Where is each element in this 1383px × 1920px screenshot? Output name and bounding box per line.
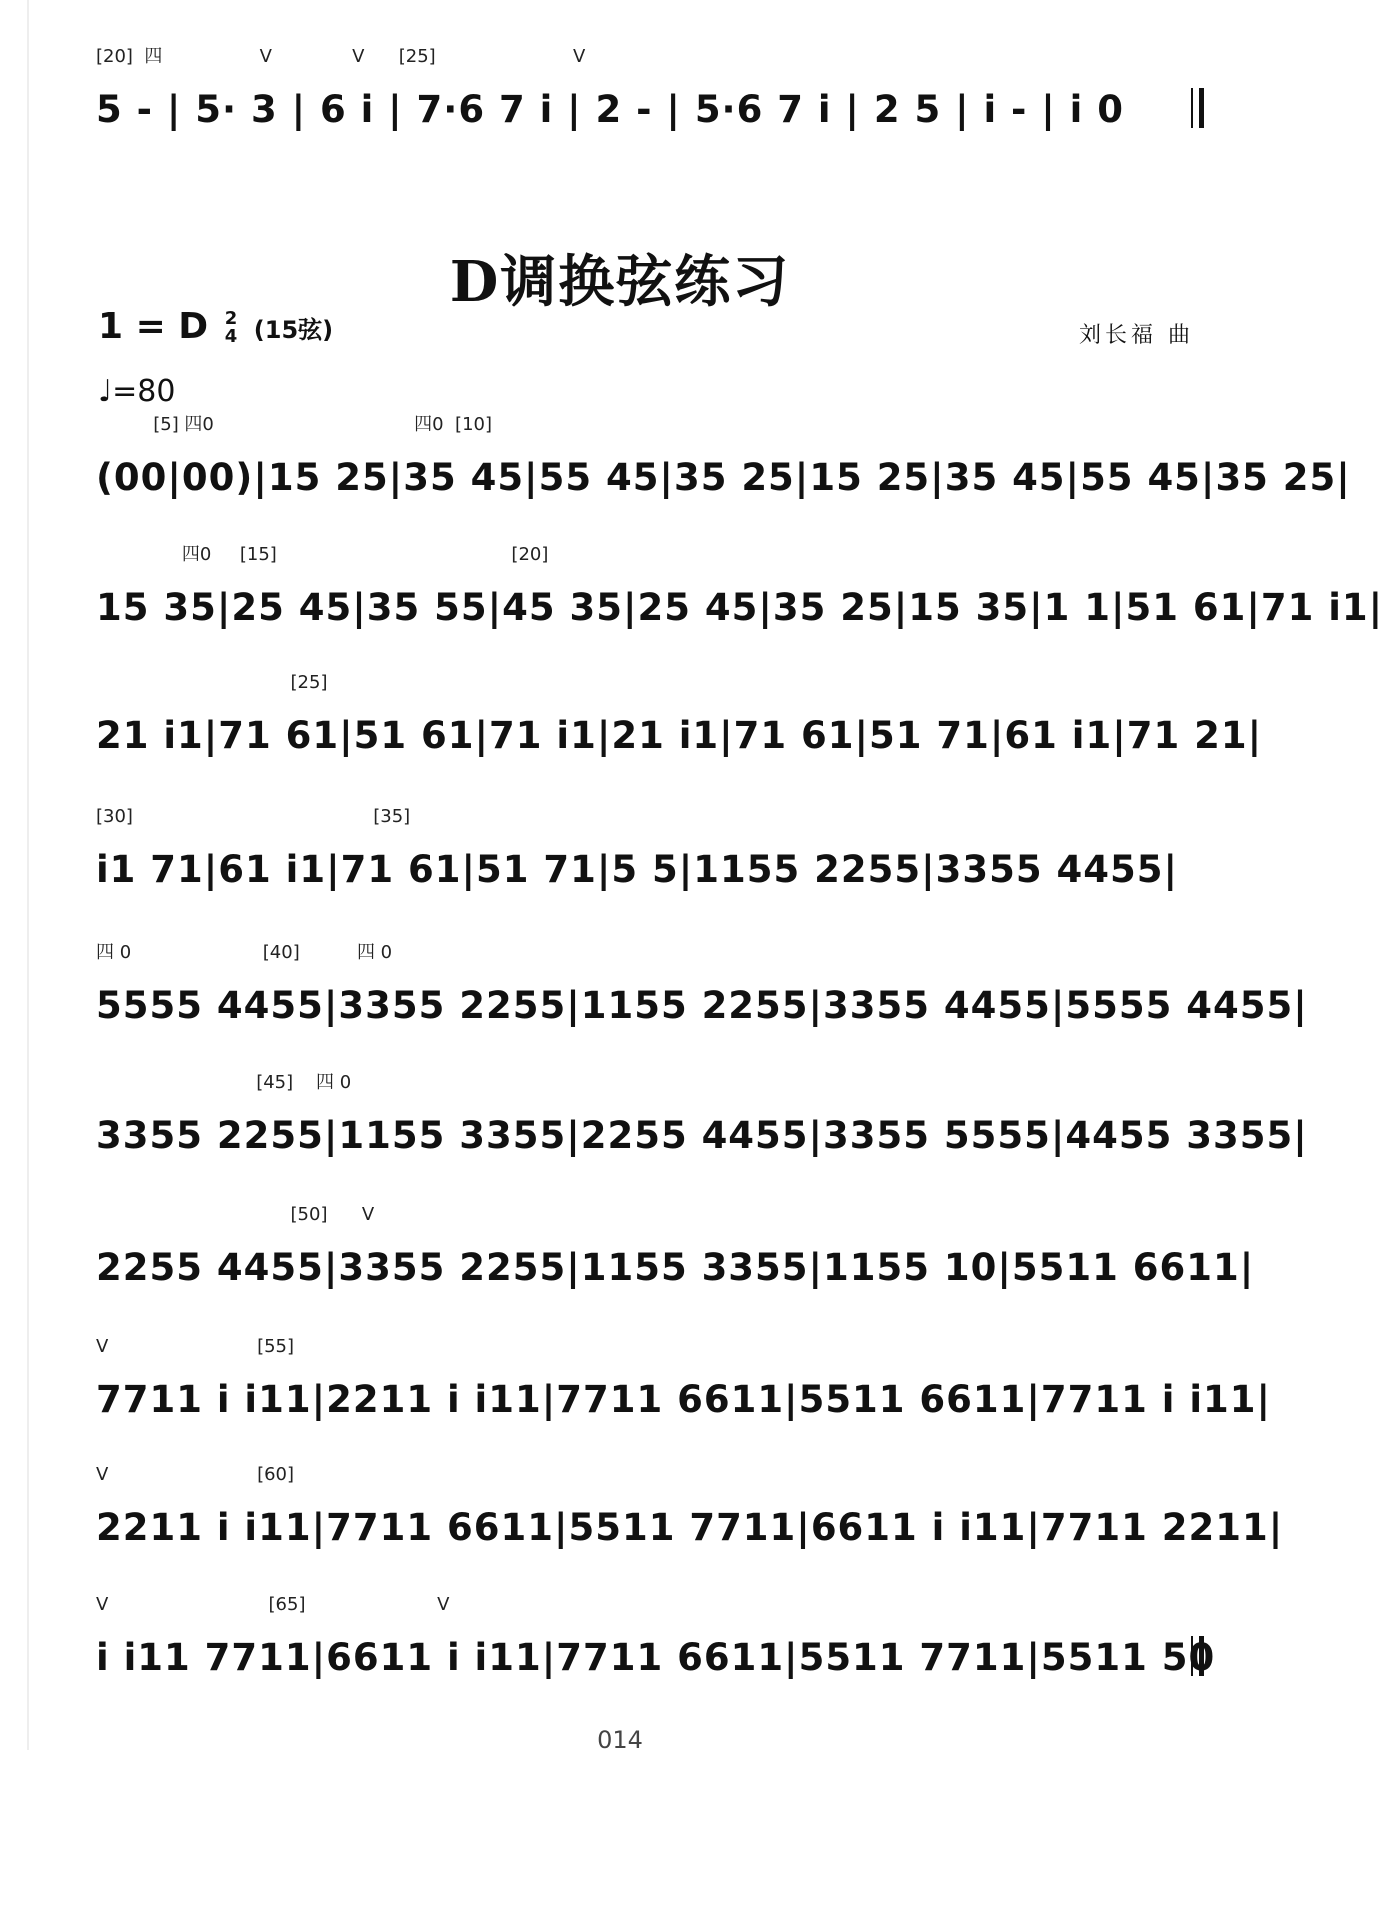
previous-piece-marks: [20] 四 V V [25] V <box>96 46 586 67</box>
key-text: 1 = D <box>98 306 209 347</box>
score-row <box>96 942 1308 1028</box>
tempo-marking: ♩=80 <box>98 374 176 409</box>
composer: 刘长福 曲 <box>1079 323 1194 348</box>
row-marks: [45] 四 0 <box>96 1072 352 1093</box>
row-marks: [30] [35] <box>96 806 411 827</box>
previous-piece-notes: 5 - | 5· 3 | 6 i | 7·6 7 i | 2 - | 5·6 7 i | 2 5 | i - | i 0 <box>96 88 1124 131</box>
row-notes: 3355 2255|1155 3355|2255 4455|3355 5555|4455 3355| <box>96 1114 1308 1157</box>
previous-piece-staff <box>96 46 1200 132</box>
final-barline <box>1191 1636 1204 1676</box>
row-marks: V [65] V <box>96 1594 450 1615</box>
row-notes: 2211 i i11|7711 6611|5511 7711|6611 i i11|7711 2211| <box>96 1506 1284 1549</box>
row-marks: 四0 [15] [20] <box>96 544 549 565</box>
score-row <box>96 1594 1216 1680</box>
row-notes: 5555 4455|3355 2255|1155 2255|3355 4455|5555 4455| <box>96 984 1308 1027</box>
row-notes: i i11 7711|6611 i i11|7711 6611|5511 7711|5511 50 <box>96 1636 1216 1679</box>
score-row <box>96 414 1351 500</box>
score-row <box>96 1072 1308 1158</box>
row-marks: [50] V <box>96 1204 375 1225</box>
row-notes: 21 i1|71 61|51 61|71 i1|21 i1|71 61|51 71|61 i1|71 21| <box>96 714 1263 757</box>
row-marks: V [60] <box>96 1464 295 1485</box>
row-marks: [5] 四0 四0 [10] <box>96 414 492 435</box>
score-row <box>96 1336 1272 1422</box>
score-row <box>96 1464 1284 1550</box>
row-marks: [25] <box>96 672 328 693</box>
page-number: 014 <box>597 1726 643 1754</box>
row-notes: i1 71|61 i1|71 61|51 71|5 5|1155 2255|3355 4455| <box>96 848 1178 891</box>
time-sig-bottom: 4 <box>224 326 238 347</box>
piece-title: D调换弦练习 <box>449 249 791 315</box>
row-notes: 15 35|25 45|35 55|45 35|25 45|35 25|15 35|1 1|51 61|71 i1| <box>96 586 1383 629</box>
time-sig-top: 2 <box>224 308 238 329</box>
score-row <box>96 1204 1255 1290</box>
row-notes: 7711 i i11|2211 i i11|7711 6611|5511 6611|7711 i i11| <box>96 1378 1272 1421</box>
time-signature <box>225 310 238 346</box>
score-row <box>96 806 1200 892</box>
row-notes: (00|00)|15 25|35 45|55 45|35 25|15 25|35 45|55 45|35 25| <box>96 456 1351 499</box>
row-notes: 2255 4455|3355 2255|1155 3355|1155 10|5511 6611| <box>96 1246 1255 1289</box>
row-marks: V [55] <box>96 1336 295 1357</box>
score-row <box>96 544 1383 630</box>
score-row <box>96 672 1263 758</box>
row-marks: 四 0 [40] 四 0 <box>96 942 393 963</box>
final-barline <box>1191 88 1204 128</box>
key-signature <box>98 306 333 347</box>
string-tuning: (15弦) <box>253 316 334 344</box>
